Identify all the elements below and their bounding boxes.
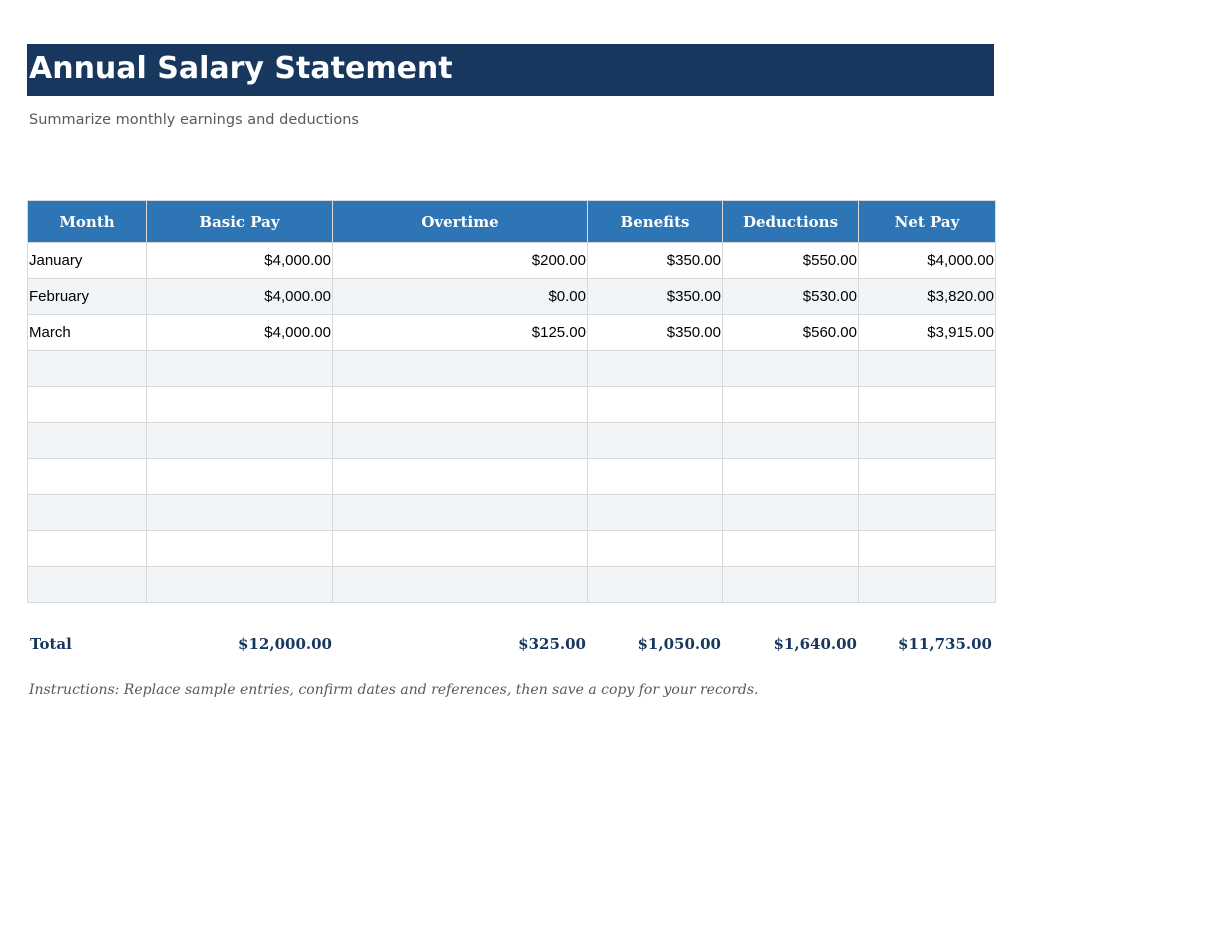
total-net-pay: $11,735.00 — [898, 635, 992, 653]
cell-overtime[interactable] — [333, 423, 588, 459]
cell-overtime[interactable] — [333, 531, 588, 567]
cell-benefits[interactable]: $350.00 — [588, 243, 723, 279]
table-row — [28, 315, 996, 351]
cell-deductions[interactable] — [723, 459, 859, 495]
cell-benefits[interactable] — [588, 531, 723, 567]
instructions-note: Instructions: Replace sample entries, confirm dates and references, then save a copy for your records. — [29, 682, 759, 698]
cell-net-pay[interactable] — [859, 387, 996, 423]
cell-net-pay[interactable] — [859, 495, 996, 531]
page-subtitle: Summarize monthly earnings and deductions — [29, 112, 359, 128]
cell-month[interactable] — [28, 459, 147, 495]
cell-deductions[interactable]: $530.00 — [723, 279, 859, 315]
table-row — [28, 423, 996, 459]
cell-overtime[interactable]: $125.00 — [333, 315, 588, 351]
header-benefits: Benefits — [588, 201, 723, 243]
cell-deductions[interactable] — [723, 387, 859, 423]
table-row — [28, 279, 996, 315]
cell-basic-pay[interactable] — [147, 495, 333, 531]
header-month: Month — [28, 201, 147, 243]
cell-overtime[interactable] — [333, 567, 588, 603]
cell-deductions[interactable] — [723, 495, 859, 531]
cell-basic-pay[interactable] — [147, 459, 333, 495]
table-row — [28, 387, 996, 423]
cell-net-pay[interactable] — [859, 423, 996, 459]
table-row — [28, 495, 996, 531]
totals-label: Total — [30, 635, 72, 653]
total-deductions: $1,640.00 — [773, 635, 857, 653]
cell-overtime[interactable] — [333, 387, 588, 423]
table-row — [28, 567, 996, 603]
cell-basic-pay[interactable] — [147, 387, 333, 423]
header-overtime: Overtime — [333, 201, 588, 243]
cell-net-pay[interactable]: $3,820.00 — [859, 279, 996, 315]
cell-month[interactable]: February — [28, 279, 147, 315]
cell-month[interactable] — [28, 495, 147, 531]
total-overtime: $325.00 — [518, 635, 586, 653]
cell-month[interactable] — [28, 531, 147, 567]
cell-deductions[interactable] — [723, 531, 859, 567]
cell-deductions[interactable]: $550.00 — [723, 243, 859, 279]
cell-net-pay[interactable] — [859, 567, 996, 603]
cell-overtime[interactable] — [333, 495, 588, 531]
header-net-pay: Net Pay — [859, 201, 996, 243]
totals-row — [27, 632, 995, 656]
cell-basic-pay[interactable] — [147, 567, 333, 603]
cell-benefits[interactable] — [588, 351, 723, 387]
cell-overtime[interactable] — [333, 351, 588, 387]
cell-month[interactable] — [28, 423, 147, 459]
title-bar — [27, 44, 994, 96]
cell-net-pay[interactable] — [859, 351, 996, 387]
cell-overtime[interactable]: $0.00 — [333, 279, 588, 315]
cell-benefits[interactable] — [588, 495, 723, 531]
cell-month[interactable]: January — [28, 243, 147, 279]
header-deductions: Deductions — [723, 201, 859, 243]
table-row — [28, 351, 996, 387]
total-basic-pay: $12,000.00 — [238, 635, 332, 653]
cell-month[interactable] — [28, 567, 147, 603]
cell-deductions[interactable] — [723, 423, 859, 459]
page-title: Annual Salary Statement — [29, 51, 453, 86]
cell-month[interactable] — [28, 351, 147, 387]
table-row — [28, 243, 996, 279]
header-basic-pay: Basic Pay — [147, 201, 333, 243]
cell-benefits[interactable] — [588, 387, 723, 423]
cell-benefits[interactable] — [588, 567, 723, 603]
cell-net-pay[interactable] — [859, 459, 996, 495]
cell-basic-pay[interactable] — [147, 351, 333, 387]
table-header-row — [28, 201, 996, 243]
cell-basic-pay[interactable]: $4,000.00 — [147, 315, 333, 351]
cell-deductions[interactable] — [723, 567, 859, 603]
cell-overtime[interactable]: $200.00 — [333, 243, 588, 279]
cell-benefits[interactable]: $350.00 — [588, 279, 723, 315]
cell-benefits[interactable] — [588, 459, 723, 495]
cell-basic-pay[interactable]: $4,000.00 — [147, 279, 333, 315]
cell-benefits[interactable] — [588, 423, 723, 459]
cell-month[interactable]: March — [28, 315, 147, 351]
cell-net-pay[interactable] — [859, 531, 996, 567]
cell-basic-pay[interactable] — [147, 531, 333, 567]
cell-net-pay[interactable]: $4,000.00 — [859, 243, 996, 279]
cell-basic-pay[interactable]: $4,000.00 — [147, 243, 333, 279]
cell-basic-pay[interactable] — [147, 423, 333, 459]
cell-deductions[interactable] — [723, 351, 859, 387]
cell-net-pay[interactable]: $3,915.00 — [859, 315, 996, 351]
cell-month[interactable] — [28, 387, 147, 423]
total-benefits: $1,050.00 — [637, 635, 721, 653]
cell-benefits[interactable]: $350.00 — [588, 315, 723, 351]
table-row — [28, 531, 996, 567]
table-row — [28, 459, 996, 495]
salary-table — [27, 200, 996, 603]
cell-deductions[interactable]: $560.00 — [723, 315, 859, 351]
cell-overtime[interactable] — [333, 459, 588, 495]
